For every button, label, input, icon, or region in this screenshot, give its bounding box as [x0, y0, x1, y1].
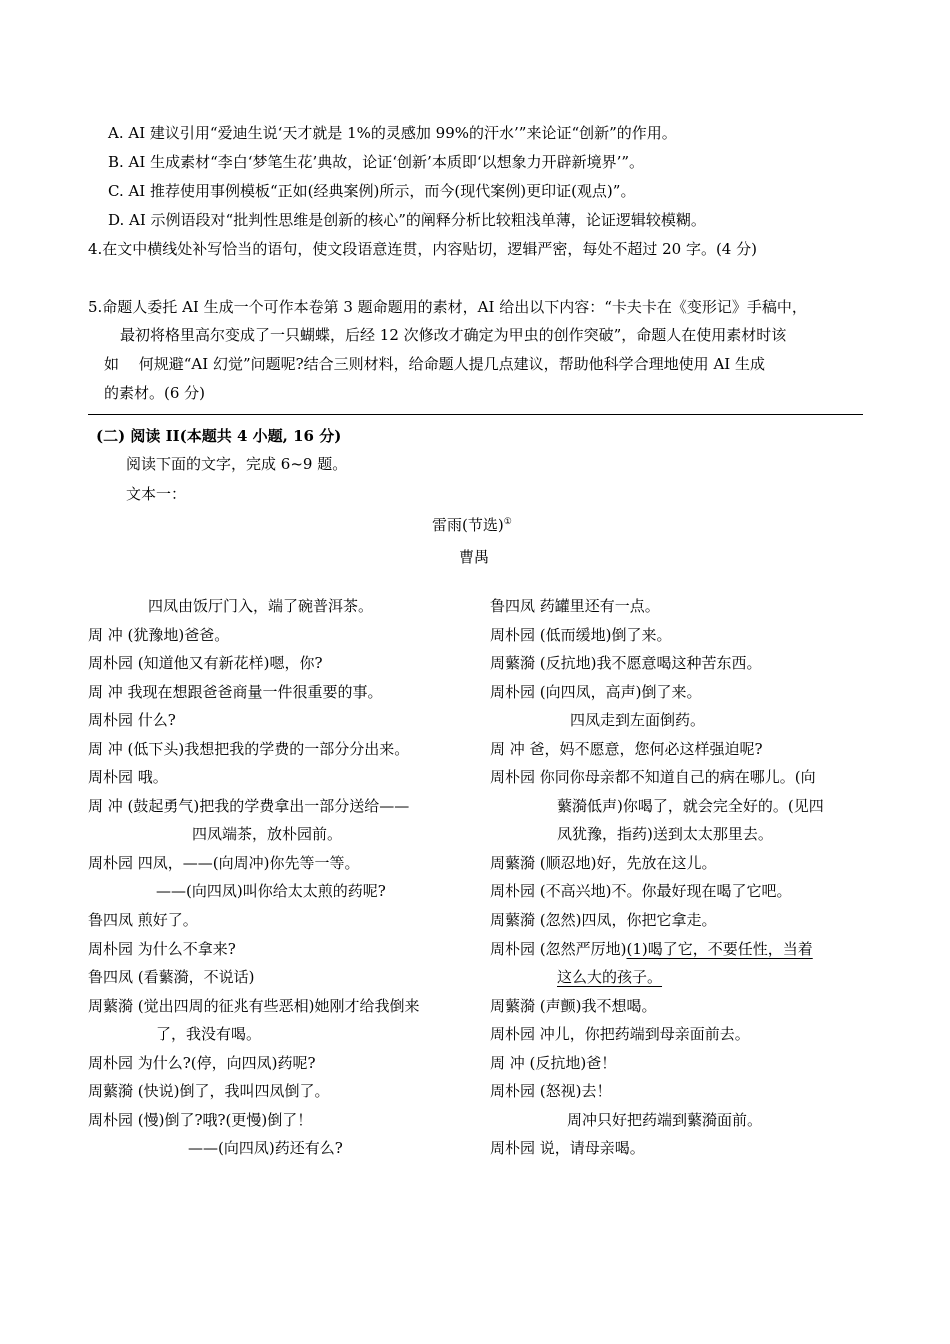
dialogue-line: 周朴园 冲儿，你把药端到母亲面前去。 — [490, 1025, 750, 1043]
dialogue-line: 周朴园 (知道他又有新花样)嗯，你? — [88, 654, 323, 672]
dialogue-line: 周朴园 (不高兴地)不。你最好现在喝了它吧。 — [490, 882, 792, 900]
section-divider — [88, 414, 863, 415]
dialogue-line: 周朴园 为什么?(停，向四凤)药呢? — [88, 1054, 316, 1072]
dialogue-line: 周蘩漪 (快说)倒了，我叫四凤倒了。 — [88, 1082, 330, 1100]
dialogue-line: 周朴园 哦。 — [88, 768, 168, 786]
dialogue-line: 鲁四凤 煎好了。 — [88, 911, 198, 929]
author: 曹禺 — [459, 548, 490, 566]
question-4: 4.在文中横线处补写恰当的语句，使文段语意连贯，内容贴切，逻辑严密，每处不超过 20 字。(4 分) — [88, 240, 757, 258]
stage-direction: 四凤走到左面倒药。 — [570, 711, 706, 729]
dialogue-line: 周蘩漪 (反抗地)我不愿意喝这种苦东西。 — [490, 654, 762, 672]
section-instruction: 阅读下面的文字，完成 6~9 题。 — [126, 455, 348, 473]
footnote-mark: ① — [503, 517, 512, 527]
dialogue-line: 周蘩漪 (忽然)四凤，你把它拿走。 — [490, 911, 717, 929]
dialogue-continuation: ——(向四凤)药还有么? — [188, 1139, 343, 1157]
dialogue-continuation: ——(向四凤)叫你给太太煎的药呢? — [156, 882, 386, 900]
dialogue-line: 周蘩漪 (觉出四周的征兆有些恶相)她刚才给我倒来 — [88, 997, 420, 1015]
dialogue-line: 周 冲 (鼓起勇气)把我的学费拿出一部分送给—— — [88, 797, 410, 815]
stage-direction: 四凤端茶，放朴园前。 — [192, 825, 343, 843]
dialogue-line: 周朴园 说，请母亲喝。 — [490, 1139, 645, 1157]
dialogue-line: 周 冲 (低下头)我想把我的学费的一部分分出来。 — [88, 740, 410, 758]
dialogue-line: 周蘩漪 (顺忍地)好，先放在这儿。 — [490, 854, 717, 872]
dialogue-line: 周朴园 你同你母亲都不知道自己的病在哪儿。(向 — [490, 768, 816, 786]
dialogue-continuation: 蘩漪低声)你喝了，就会完全好的。(见四 — [557, 797, 824, 815]
dialogue-speaker-direction: 周朴园 (忽然严厉地) — [490, 940, 627, 958]
dialogue-line: 周朴园 (向四凤，高声)倒了来。 — [490, 683, 702, 701]
dialogue-continuation: 了，我没有喝。 — [156, 1025, 262, 1043]
dialogue-line: 周朴园 (低而缓地)倒了来。 — [490, 626, 672, 644]
option-b: B. AI 生成素材“李白‘梦笔生花’典故，论证‘创新’本质即‘以想象力开辟新境界’”。 — [108, 153, 645, 171]
question-5-line-1: 5.命题人委托 AI 生成一个可作本卷第 3 题命题用的素材，AI 给出以下内容：“卡夫卡在《变形记》手稿中， — [88, 298, 807, 316]
dialogue-line: 周朴园 四凤，——(向周冲)你先等一等。 — [88, 854, 360, 872]
dialogue-line: 鲁四凤 (看蘩漪，不说话) — [88, 968, 255, 986]
dialogue-line: 周 冲 爸，妈不愿意，您何必这样强迫呢? — [490, 740, 763, 758]
text-label: 文本一： — [126, 485, 187, 503]
dialogue-line: 周蘩漪 (声颤)我不想喝。 — [490, 997, 657, 1015]
section-heading: (二) 阅读 II(本题共 4 小题, 16 分) — [96, 427, 342, 445]
play-title — [432, 515, 512, 535]
dialogue-line: 周朴园 (慢)倒了?哦?(更慢)倒了！ — [88, 1111, 313, 1129]
dialogue-line: 周朴园 (怒视)去！ — [490, 1082, 612, 1100]
dialogue-line: 周 冲 (犹豫地)爸爸。 — [88, 626, 230, 644]
option-d: D. AI 示例语段对“批判性思维是创新的核心”的阐释分析比较粗浅单薄，论证逻辑较模糊。 — [108, 211, 706, 229]
option-c: C. AI 推荐使用事例模板“正如(经典案例)所示，而今(现代案例)更印证(观点)”。 — [108, 182, 636, 200]
dialogue-line — [490, 939, 813, 959]
dialogue-line: 周 冲 我现在想跟爸爸商量一件很重要的事。 — [88, 683, 383, 701]
dialogue-continuation: 凤犹豫，指药)送到太太那里去。 — [557, 825, 773, 843]
option-a: A. AI 建议引用“爱迪生说‘天才就是 1%的灵感加 99%的汗水’”来论证“创新”的作用。 — [108, 124, 677, 142]
play-title-text: 雷雨(节选) — [432, 516, 504, 534]
dialogue-line: 周 冲 (反抗地)爸！ — [490, 1054, 617, 1072]
underlined-sentence-1: (1)喝了它，不要任性，当着 — [626, 940, 813, 958]
dialogue-line: 周朴园 为什么不拿来? — [88, 940, 236, 958]
stage-direction: 四凤由饭厅门入，端了碗普洱茶。 — [148, 597, 374, 615]
underlined-sentence-1-continuation: 这么大的孩子。 — [557, 968, 663, 986]
question-5-line-4: 的素材。(6 分) — [104, 384, 206, 402]
question-5-line-3: 如 何规避“AI 幻觉”问题呢?结合三则材料，给命题人提几点建议，帮助他科学合理地使用 AI 生成 — [104, 355, 765, 373]
stage-direction: 周冲只好把药端到蘩漪面前。 — [567, 1111, 763, 1129]
dialogue-line: 周朴园 什么? — [88, 711, 176, 729]
dialogue-line: 鲁四凤 药罐里还有一点。 — [490, 597, 660, 615]
question-5-line-2: 最初将格里高尔变成了一只蝴蝶，后经 12 次修改才确定为甲虫的创作突破”，命题人在使用素材时该 — [120, 326, 787, 344]
